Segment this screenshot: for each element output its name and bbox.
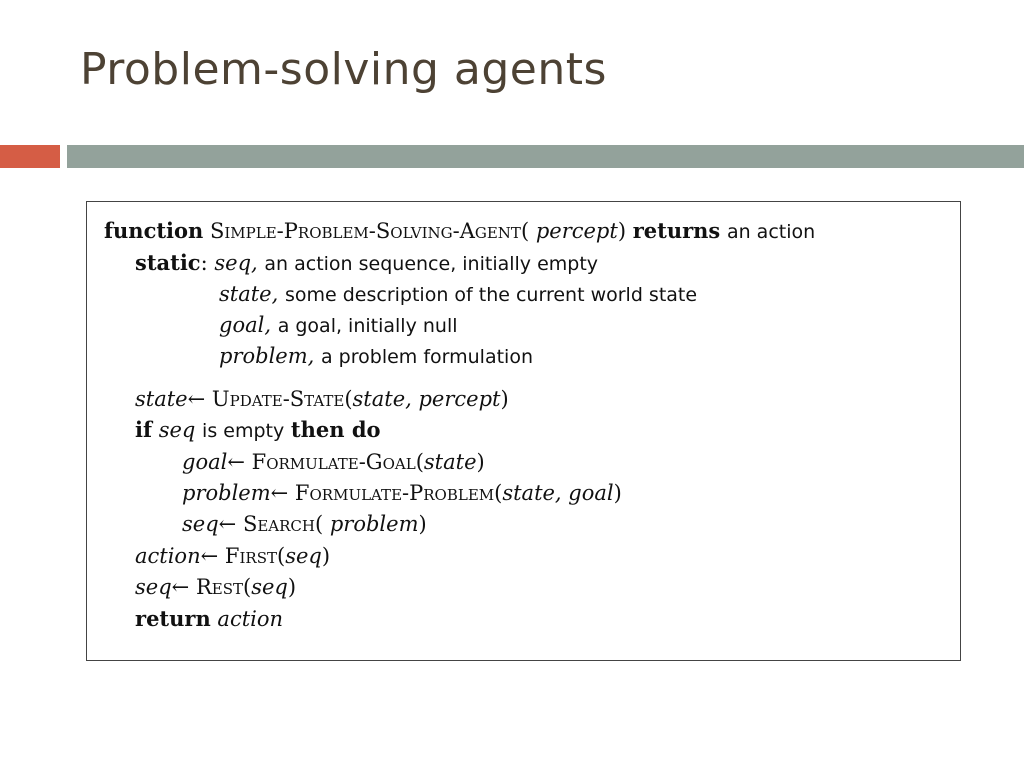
title-divider-bar: [67, 145, 1024, 168]
static-var-line: [219, 312, 458, 339]
static-var-desc: a problem formulation: [321, 346, 533, 368]
returns-keyword: returns: [632, 218, 721, 243]
close-paren: ): [321, 544, 331, 568]
if-keyword: if: [135, 417, 153, 442]
function-call: First: [224, 544, 277, 568]
assign-lhs: action: [135, 544, 201, 568]
call-args: problem: [329, 512, 419, 536]
assign-lhs: seq: [135, 575, 172, 599]
static-line: [135, 250, 598, 277]
function-name: Simple-Problem-Solving-Agent: [210, 219, 521, 243]
assign-lhs: state: [135, 387, 188, 411]
function-call: Formulate-Problem: [294, 481, 495, 505]
returns-text: an action: [726, 221, 816, 243]
close-paren: ): [500, 387, 509, 411]
open-paren: (: [314, 512, 330, 536]
call-args: state: [423, 450, 477, 474]
static-var-desc: a goal, initially null: [277, 315, 458, 337]
call-args: seq: [251, 575, 288, 599]
close-paren: ): [287, 575, 297, 599]
param-percept: percept: [535, 219, 618, 243]
assign-arrow: ←: [218, 512, 237, 536]
static-var-name: state,: [219, 282, 279, 306]
static-var-line: [219, 281, 697, 308]
call-args: state, percept: [352, 387, 501, 411]
open-paren: (: [494, 481, 503, 505]
first-line: [135, 543, 330, 569]
function-call: Formulate-Goal: [251, 450, 416, 474]
title-accent-bar: [0, 145, 60, 168]
close-paren: ): [617, 219, 627, 243]
function-keyword: function: [104, 218, 204, 243]
static-var-line: [219, 343, 533, 370]
assign-arrow: ←: [200, 544, 219, 568]
if-text: is empty: [202, 420, 285, 442]
if-var: seq: [158, 418, 196, 442]
return-var: action: [217, 607, 284, 631]
open-paren: (: [344, 387, 353, 411]
call-args: state, goal: [502, 481, 614, 505]
update-state-line: [135, 386, 509, 412]
function-call: Search: [242, 512, 315, 536]
static-var-name: goal,: [219, 313, 271, 337]
open-paren: (: [276, 544, 286, 568]
if-line: [135, 417, 381, 444]
search-line: [182, 511, 427, 537]
open-paren: (: [415, 450, 424, 474]
rest-line: [135, 574, 296, 600]
formulate-goal-line: [182, 449, 485, 475]
open-paren: (: [243, 575, 252, 599]
assign-lhs: goal: [182, 450, 228, 474]
function-call: Update-State: [211, 387, 345, 411]
static-var-desc: an action sequence, initially empty: [264, 253, 599, 275]
algorithm-box: [86, 201, 961, 661]
return-line: [135, 606, 283, 632]
function-header-line: [104, 218, 815, 245]
close-paren: ): [613, 481, 622, 505]
call-args: seq: [285, 544, 322, 568]
return-keyword: return: [135, 606, 211, 631]
close-paren: ): [418, 512, 427, 536]
then-keyword: then do: [290, 417, 381, 442]
assign-lhs: problem: [182, 481, 271, 505]
static-var-name: seq,: [214, 251, 258, 275]
static-var-desc: some description of the current world state: [284, 284, 698, 306]
assign-arrow: ←: [270, 481, 289, 505]
page-title: Problem-solving agents: [80, 44, 607, 95]
close-paren: ): [476, 450, 485, 474]
open-paren: (: [520, 219, 530, 243]
static-keyword: static: [135, 250, 201, 275]
static-colon: :: [200, 251, 208, 275]
function-call: Rest: [195, 575, 243, 599]
static-var-name: problem,: [219, 344, 315, 368]
formulate-problem-line: [182, 480, 622, 506]
assign-lhs: seq: [182, 512, 219, 536]
assign-arrow: ←: [187, 387, 206, 411]
assign-arrow: ←: [227, 450, 245, 474]
assign-arrow: ←: [171, 575, 190, 599]
